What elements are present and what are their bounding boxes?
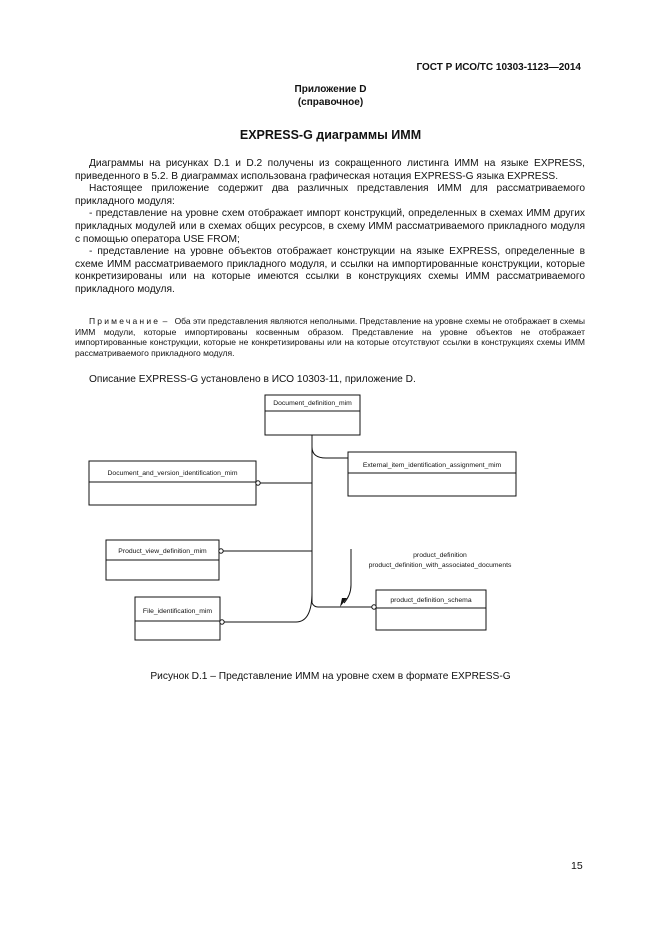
note-dash: –	[162, 316, 168, 326]
link-file-identification	[224, 592, 312, 622]
label-external-item: External_item_identification_assignment_mim	[362, 462, 502, 469]
box-document-and-version	[89, 461, 256, 505]
paragraph-1: Диаграммы на рисунках D.1 и D.2 получены из сокращенного листинга ИММ на языке EXPRESS, приведенного в 5.2. В диаграммах использована графическая нотация EXPRESS-G языка EXPRESS.	[75, 158, 585, 182]
paragraph-4: - представление на уровне объектов отображает конструкции на языке EXPRESS, определенные в схеме ИММ рассматриваемого прикладного модуля, и ссылки на импортированные конструкции, которые конкретизированы или на которые имеются ссылки в конструкциях схемы ИММ рассматриваемого прикладного модуля.	[75, 246, 585, 295]
connector-circle	[220, 620, 224, 624]
note-label: Примечание	[89, 316, 161, 326]
page-number: 15	[571, 860, 583, 872]
expressg-description: Описание EXPRESS-G установлено в ИСО 10303-11, приложение D.	[89, 374, 416, 385]
reference-arrow-line	[344, 549, 351, 603]
label-document-definition: Document_definition_mim	[273, 400, 352, 407]
label-product-view: Product_view_definition_mim	[118, 548, 207, 555]
link-external-item	[312, 447, 348, 458]
box-external-item	[348, 452, 516, 496]
paragraph-2: Настоящее приложение содержит два различных представления ИММ для рассматриваемого прикладного модуля:	[75, 183, 585, 207]
standard-designation: ГОСТ Р ИСО/ТС 10303-1123—2014	[416, 62, 581, 73]
label-document-and-version: Document_and_version_identification_mim	[107, 470, 238, 477]
connector-circle	[219, 549, 223, 553]
paragraph-3: - представление на уровне схем отображает импорт конструкций, определенных в схемах ИММ других прикладных модулей или в схемах общих ресурсов, в схему ИММ рассматриваемого прикладного модуля с помощью оператора USE FROM;	[75, 208, 585, 245]
annex-subtitle: (справочное)	[297, 97, 364, 108]
reference-label-1: product_definition	[413, 552, 467, 559]
reference-label-2: product_definition_with_associated_documents	[368, 562, 512, 569]
note-text: Оба эти представления являются неполными. Представление на уровне схемы не отображает в схемы ИММ модули, которые импортированы косвенным образом. Представление на уровне объектов не отображает импортированные конструкции, которые не конкретизированы или на которые отсутствуют ссылки в конструкциях схемы ИММ рассматриваемого прикладного модуля.	[75, 316, 585, 358]
figure-caption: Рисунок D.1 – Представление ИММ на уровне схем в формате EXPRESS-G	[150, 671, 511, 682]
section-title: EXPRESS-G диаграммы ИММ	[239, 128, 422, 142]
connector-circle	[372, 605, 376, 609]
label-product-definition-schema: product_definition_schema	[390, 597, 472, 604]
box-product-definition-schema	[376, 590, 486, 630]
connector-circle	[256, 481, 260, 485]
box-file-identification	[135, 597, 220, 640]
annex-title: Приложение D	[294, 84, 367, 95]
reference-arrowhead	[340, 598, 347, 607]
label-file-identification: File_identification_mim	[142, 608, 213, 615]
